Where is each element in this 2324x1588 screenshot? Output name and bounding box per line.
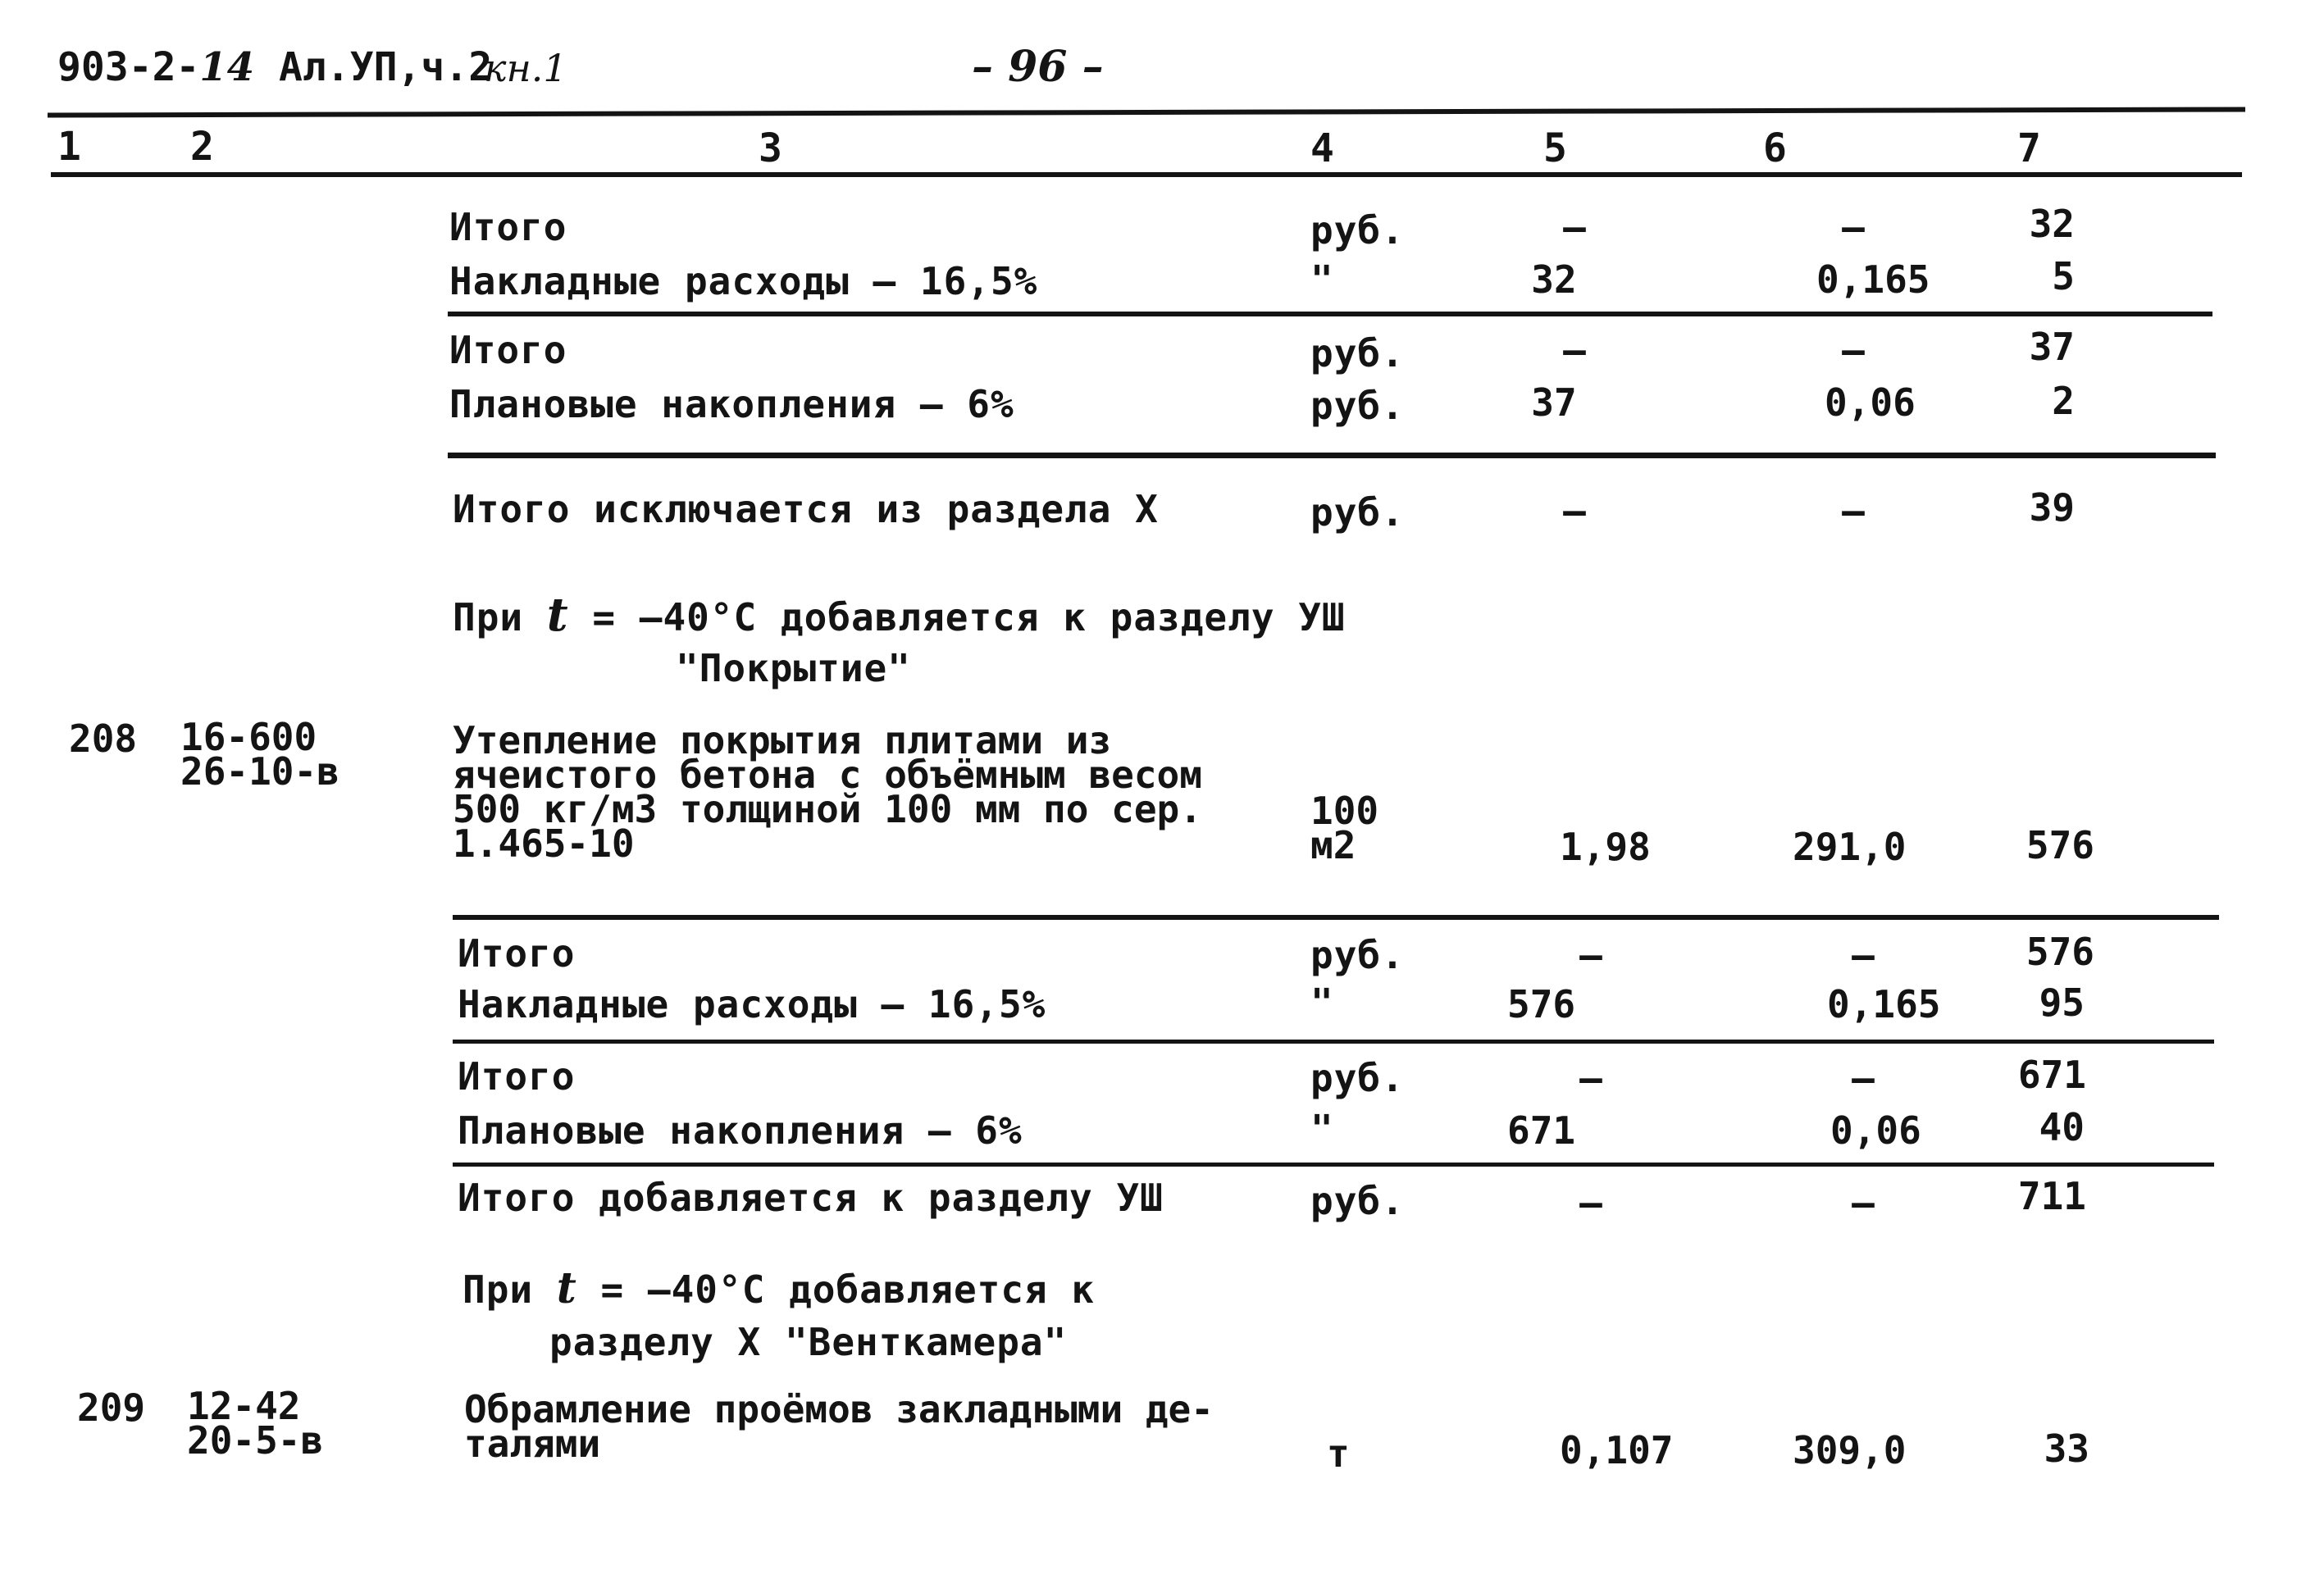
note2-t-symbol: t [556, 1263, 577, 1313]
b2-row3-col7: 671 [2017, 1053, 2086, 1097]
b2-row3-unit: руб. [1310, 1056, 1405, 1100]
column-header-4: 4 [1310, 125, 1334, 171]
b1-row4-unit: руб. [1310, 384, 1405, 428]
b1-row4-label: Плановые накопления – 6% [449, 382, 1014, 426]
b1-row1-label: Итого [449, 205, 567, 249]
b2-row2-label: Накладные расходы – 16,5% [458, 982, 1046, 1026]
b1-row2-unit: " [1310, 257, 1334, 302]
b1-row1-col7: 32 [2029, 202, 2075, 246]
note1-line1 [453, 588, 1346, 642]
b2-row1-label: Итого [458, 931, 576, 976]
b1-row4-col7: 2 [2052, 379, 2075, 423]
b1-rule-2 [448, 453, 2216, 458]
item209-code: 12-42 20-5-в [187, 1384, 324, 1463]
b2-row1-col7: 576 [2026, 930, 2094, 974]
b1-row5-col5: – [1563, 489, 1586, 533]
b2-row4-col6: 0,06 [1830, 1108, 1921, 1153]
item208-description: Утепление покрытия плитами из ячеистого бетона с объёмным весом 500 кг/м3 толщиной 100 мм по сер. 1.465-10 [453, 718, 1202, 866]
album-label: Ал.УП,ч.2 [279, 44, 493, 90]
b2-rule-1 [453, 1040, 2214, 1044]
note1-t-symbol: t [546, 588, 569, 642]
b1-row5-unit: руб. [1310, 490, 1405, 535]
item208-col7: 576 [2026, 823, 2094, 867]
b1-row5-col6: – [1842, 489, 1865, 533]
b1-row3-unit: руб. [1310, 331, 1405, 375]
doc-code [57, 44, 255, 90]
b1-row4-col6: 0,06 [1825, 380, 1916, 425]
b1-row1-col5: – [1563, 205, 1586, 249]
b2-row4-unit: " [1310, 1107, 1334, 1151]
b1-row5-col7: 39 [2029, 485, 2075, 530]
b2-row3-col5: – [1579, 1056, 1602, 1100]
doc-code-handwritten: 14 [199, 44, 255, 90]
item208-unit: 100 м2 [1310, 789, 1379, 867]
b1-rule-1 [448, 312, 2212, 316]
b1-row2-col7: 5 [2052, 254, 2075, 298]
b2-row3-label: Итого [458, 1054, 576, 1099]
doc-code-prefix: 903-2- [57, 44, 200, 90]
b2-rule-2 [453, 1163, 2214, 1167]
column-header-5: 5 [1543, 125, 1567, 171]
note2-suffix: = –40°С добавляется к [600, 1267, 1096, 1312]
item209-description: Обрамление проёмов закладными де- талями [464, 1387, 1214, 1466]
b1-row5-label: Итого исключается из раздела X [453, 487, 1159, 531]
b1-row3-label: Итого [449, 328, 567, 372]
note2-line2: разделу X "Венткамера" [549, 1320, 1068, 1364]
b2-rule-top [453, 915, 2219, 920]
b1-row2-label: Накладные расходы – 16,5% [449, 259, 1038, 303]
b2-row1-unit: руб. [1310, 933, 1405, 977]
b2-row2-col5: 576 [1507, 982, 1576, 1026]
b1-row1-col6: – [1842, 205, 1865, 249]
b1-row1-unit: руб. [1310, 208, 1405, 253]
book-label: кн.1 [484, 46, 567, 90]
b2-row4-col7: 40 [2039, 1105, 2085, 1149]
item209-unit: т [1327, 1431, 1350, 1476]
column-header-2: 2 [190, 124, 214, 170]
b2-row2-unit: " [1310, 981, 1334, 1025]
b2-row5-col5: – [1579, 1181, 1602, 1225]
b2-row5-col6: – [1852, 1181, 1875, 1225]
note1-suffix: = –40°С добавляется к разделу УШ [592, 595, 1346, 639]
page-number: – 96 – [972, 42, 1104, 92]
b1-row2-col6: 0,165 [1816, 257, 1930, 302]
b1-row4-col5: 37 [1531, 380, 1577, 425]
b2-row5-label: Итого добавляется к разделу УШ [458, 1176, 1164, 1220]
b2-row1-col5: – [1579, 933, 1602, 977]
b1-row3-col6: – [1842, 328, 1865, 372]
b2-row2-col7: 95 [2039, 981, 2085, 1025]
b1-row3-col5: – [1563, 328, 1586, 372]
item208-col6: 291,0 [1793, 825, 1907, 869]
note1-prefix: При [453, 595, 524, 639]
column-header-6: 6 [1763, 125, 1787, 171]
item208-number: 208 [69, 717, 138, 761]
b2-row4-col5: 671 [1507, 1108, 1576, 1153]
column-header-7: 7 [2017, 125, 2041, 171]
b2-row1-col6: – [1852, 933, 1875, 977]
item208-code: 16-600 26-10-в [180, 715, 339, 794]
item209-col6: 309,0 [1793, 1428, 1907, 1472]
item209-number: 209 [77, 1386, 146, 1430]
column-header-3: 3 [759, 125, 782, 171]
note1-line2: "Покрытие" [676, 646, 911, 690]
item208-col5: 1,98 [1560, 825, 1651, 869]
b1-row2-col5: 32 [1531, 257, 1577, 302]
note2-line1 [463, 1263, 1096, 1313]
b2-row2-col6: 0,165 [1827, 982, 1941, 1026]
note2-prefix: При [463, 1267, 534, 1312]
header-rule-top [48, 107, 2245, 117]
b2-row4-label: Плановые накопления – 6% [458, 1108, 1023, 1153]
b2-row5-col7: 711 [2017, 1174, 2086, 1218]
b2-row3-col6: – [1852, 1056, 1875, 1100]
column-header-1: 1 [57, 124, 81, 170]
item209-col5: 0,107 [1560, 1428, 1674, 1472]
b2-row5-unit: руб. [1310, 1179, 1405, 1223]
item209-col7: 33 [2044, 1426, 2089, 1471]
header-rule-bottom [51, 172, 2242, 177]
b1-row3-col7: 37 [2029, 325, 2075, 369]
